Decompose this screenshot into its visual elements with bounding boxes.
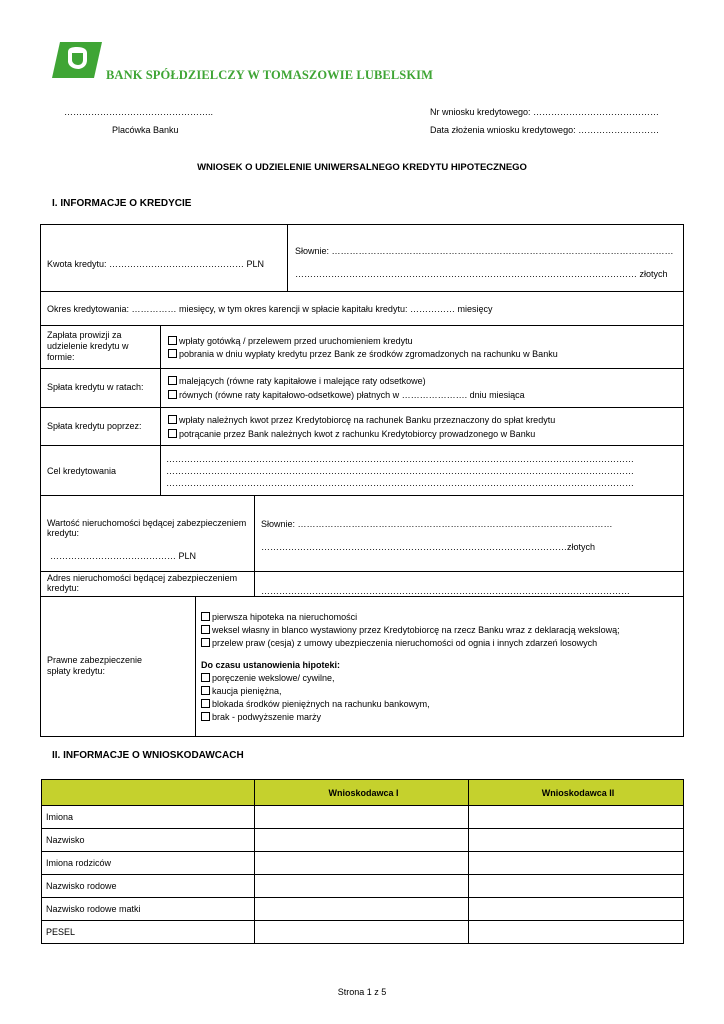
applicant-1-cell[interactable] [255, 852, 469, 875]
bank-name: BANK SPÓŁDZIELCZY W TOMASZOWIE LUBELSKIM [106, 68, 434, 82]
applicant-2-cell[interactable] [469, 921, 684, 944]
applicant-1-cell[interactable] [255, 806, 469, 829]
applicant-2-cell[interactable] [469, 875, 684, 898]
property-address-label: Adres nieruchomości będącej zabezpieczeniem kredytu: [47, 573, 238, 593]
purpose-line-1[interactable]: ………………………………………………………………………………………………………………………………………… [166, 454, 634, 464]
row-label: PESEL [42, 921, 255, 944]
interim-option-3[interactable]: blokada środków pieniężnych na rachunku bankowym, [201, 698, 430, 710]
loan-amount-field[interactable]: Kwota kredytu: ……………………………………… PLN [47, 259, 265, 269]
checkbox[interactable] [201, 712, 210, 721]
interim-security-heading: Do czasu ustanowienia hipoteki: [201, 660, 341, 670]
application-date-field[interactable]: Data złożenia wniosku kredytowego: ……………………… [430, 125, 660, 135]
table-row [42, 921, 684, 944]
section-2-heading: II. INFORMACJE O WNIOSKODAWCACH [52, 750, 244, 761]
page-number: Strona 1 z 5 [337, 987, 387, 997]
security-label: Prawne zabezpieczenie spłaty kredytu: [47, 655, 143, 676]
loan-amount-words-line-1[interactable]: Słownie: …………………………………………………………………………………………………… [295, 246, 674, 256]
interim-option-2[interactable]: kaucja pieniężna, [201, 685, 282, 697]
checkbox[interactable] [201, 625, 210, 634]
bank-logo [52, 42, 102, 78]
branch-field[interactable]: ………………………………………….. [64, 107, 214, 117]
commission-option-1[interactable]: wpłaty gotówką / przelewem przed uruchomieniem kredytu [168, 335, 413, 347]
checkbox[interactable] [201, 673, 210, 682]
table-row [42, 806, 684, 829]
interim-option-1[interactable]: poręczenie wekslowe/ cywilne, [201, 672, 335, 684]
purpose-label: Cel kredytowania [47, 466, 117, 476]
purpose-line-3[interactable]: ………………………………………………………………………………………………………………………………………… [166, 478, 634, 488]
security-option-1[interactable]: pierwsza hipoteka na nieruchomości [201, 611, 357, 623]
checkbox[interactable] [201, 699, 210, 708]
loan-amount-words-line-2[interactable]: …………………………………………………………………………………………………… złotych [295, 269, 668, 279]
checkbox[interactable] [201, 612, 210, 621]
commission-label: Zapłata prowizji za udzielenie kredytu w formie: [47, 330, 129, 362]
security-option-3[interactable]: przelew praw (cesja) z umowy ubezpieczenia nieruchomości od ognia i innych zdarzeń losowych [201, 637, 597, 649]
checkbox[interactable] [168, 415, 177, 424]
applicant-1-cell[interactable] [255, 898, 469, 921]
applicant-2-cell[interactable] [469, 852, 684, 875]
checkbox[interactable] [168, 390, 177, 399]
applicant-2-cell[interactable] [469, 898, 684, 921]
column-header [42, 780, 255, 806]
installments-label: Spłata kredytu w ratach: [47, 382, 144, 392]
table-row [42, 829, 684, 852]
installments-option-2[interactable]: równych (równe raty kapitałowo-odsetkowe) płatnych w …………………. dniu miesiąca [168, 389, 525, 401]
document-title: WNIOSEK O UDZIELENIE UNIWERSALNEGO KREDYTU HIPOTECZNEGO [197, 162, 527, 173]
application-number-field[interactable]: Nr wniosku kredytowego: …………………………………… [430, 107, 660, 117]
applicant-2-cell[interactable] [469, 829, 684, 852]
applicants-table [41, 779, 684, 944]
repayment-option-1[interactable]: wpłaty należnych kwot przez Kredytobiorcę na rachunek Banku przeznaczony do spłat kredytu [168, 414, 555, 426]
table-row [42, 898, 684, 921]
property-value-words-line-1[interactable]: Słownie: …………………………………………………………………………………………… [261, 519, 613, 529]
applicant-2-cell[interactable] [469, 806, 684, 829]
checkbox[interactable] [168, 429, 177, 438]
property-value-field[interactable]: …………………………………… PLN [50, 551, 197, 561]
row-label: Nazwisko [42, 829, 255, 852]
applicant-1-cell[interactable] [255, 921, 469, 944]
table-row [42, 852, 684, 875]
applicant-1-cell[interactable] [255, 875, 469, 898]
table-row [42, 875, 684, 898]
checkbox[interactable] [201, 638, 210, 647]
interim-option-4[interactable]: brak - podwyższenie marży [201, 711, 321, 723]
checkbox[interactable] [201, 686, 210, 695]
property-value-words-line-2[interactable]: …………………………………………………………………………………………złotych [261, 542, 596, 552]
repayment-label: Spłata kredytu poprzez: [47, 421, 142, 431]
property-address-field[interactable]: …………………………………………………………………………………………………………… [261, 586, 630, 596]
row-label: Imiona rodziców [42, 852, 255, 875]
security-option-2[interactable]: weksel własny in blanco wystawiony przez Kredytobiorcę na rzecz Banku wraz z deklaracją wekslową; [201, 624, 620, 636]
section-1-heading: I. INFORMACJE O KREDYCIE [52, 198, 192, 209]
commission-option-2[interactable]: pobrania w dniu wypłaty kredytu przez Bank ze środków zgromadzonych na rachunku w Banku [168, 348, 558, 360]
applicant-1-cell[interactable] [255, 829, 469, 852]
loan-period-field[interactable]: Okres kredytowania: …………… miesięcy, w tym okres karencji w spłacie kapitału kredytu: …………… miesięcy [47, 304, 493, 314]
column-header-applicant-1: Wnioskodawca I [255, 780, 469, 806]
column-header-applicant-2: Wnioskodawca II [469, 780, 684, 806]
installments-option-1[interactable]: malejących (równe raty kapitałowe i malejące raty odsetkowe) [168, 375, 426, 387]
branch-label: Placówka Banku [112, 125, 179, 135]
repayment-option-2[interactable]: potrącanie przez Bank należnych kwot z rachunku Kredytobiorcy prowadzonego w Banku [168, 428, 535, 440]
row-label: Imiona [42, 806, 255, 829]
property-value-label: Wartość nieruchomości będącej zabezpieczeniem kredytu: [47, 518, 247, 538]
checkbox[interactable] [168, 349, 177, 358]
row-label: Nazwisko rodowe [42, 875, 255, 898]
row-label: Nazwisko rodowe matki [42, 898, 255, 921]
checkbox[interactable] [168, 376, 177, 385]
checkbox[interactable] [168, 336, 177, 345]
purpose-line-2[interactable]: ………………………………………………………………………………………………………………………………………… [166, 466, 634, 476]
